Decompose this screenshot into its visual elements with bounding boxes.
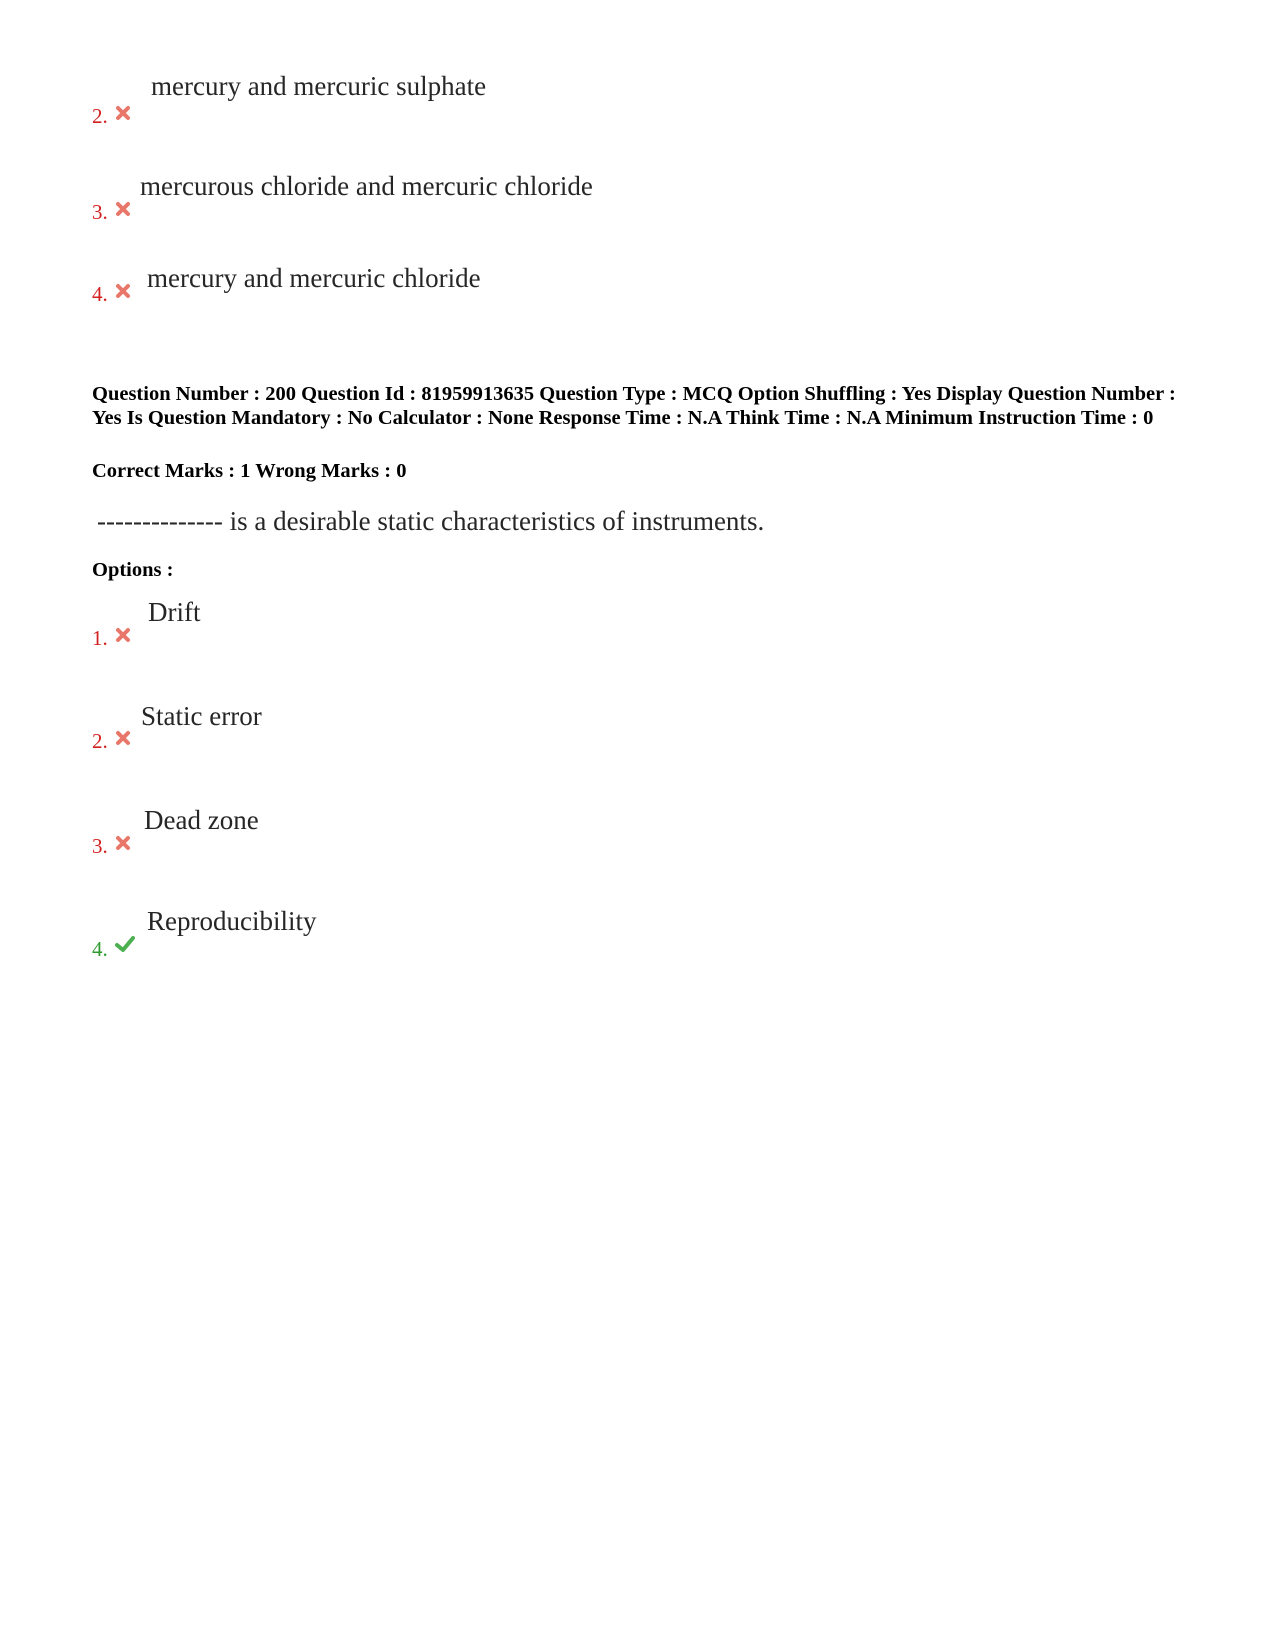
question-marks: Correct Marks : 1 Wrong Marks : 0 xyxy=(92,460,407,482)
option-number: 3. xyxy=(92,200,108,224)
option-number: 2. xyxy=(92,104,108,128)
option-number: 2. xyxy=(92,729,108,753)
option-text: Dead zone xyxy=(144,805,259,835)
option-text: Drift xyxy=(148,597,201,627)
option-text: mercurous chloride and mercuric chloride xyxy=(140,171,593,201)
cross-icon xyxy=(114,200,132,218)
cross-icon xyxy=(114,626,132,644)
cross-icon xyxy=(114,104,132,122)
cross-icon xyxy=(114,282,132,300)
option-number: 3. xyxy=(92,834,108,858)
cross-icon xyxy=(114,729,132,747)
option-text: mercury and mercuric chloride xyxy=(147,263,481,293)
cross-icon xyxy=(114,834,132,852)
options-label: Options : xyxy=(92,559,174,581)
option-number: 4. xyxy=(92,937,108,961)
option-text: mercury and mercuric sulphate xyxy=(151,71,487,101)
question-text: -------------- is a desirable static characteristics of instruments. xyxy=(97,506,765,536)
option-text: Reproducibility xyxy=(147,906,317,936)
option-text: Static error xyxy=(141,701,262,731)
option-number: 4. xyxy=(92,282,108,306)
check-icon xyxy=(114,934,136,954)
question-meta: Question Number : 200 Question Id : 81959913635 Question Type : MCQ Option Shuffling : Yes Display Question Number : Yes Is Question Mandatory : No Calculator : None Response Time : N.A Think Time : N.A Minimum Instruction Time : 0 xyxy=(92,383,1176,429)
option-number: 1. xyxy=(92,626,108,650)
